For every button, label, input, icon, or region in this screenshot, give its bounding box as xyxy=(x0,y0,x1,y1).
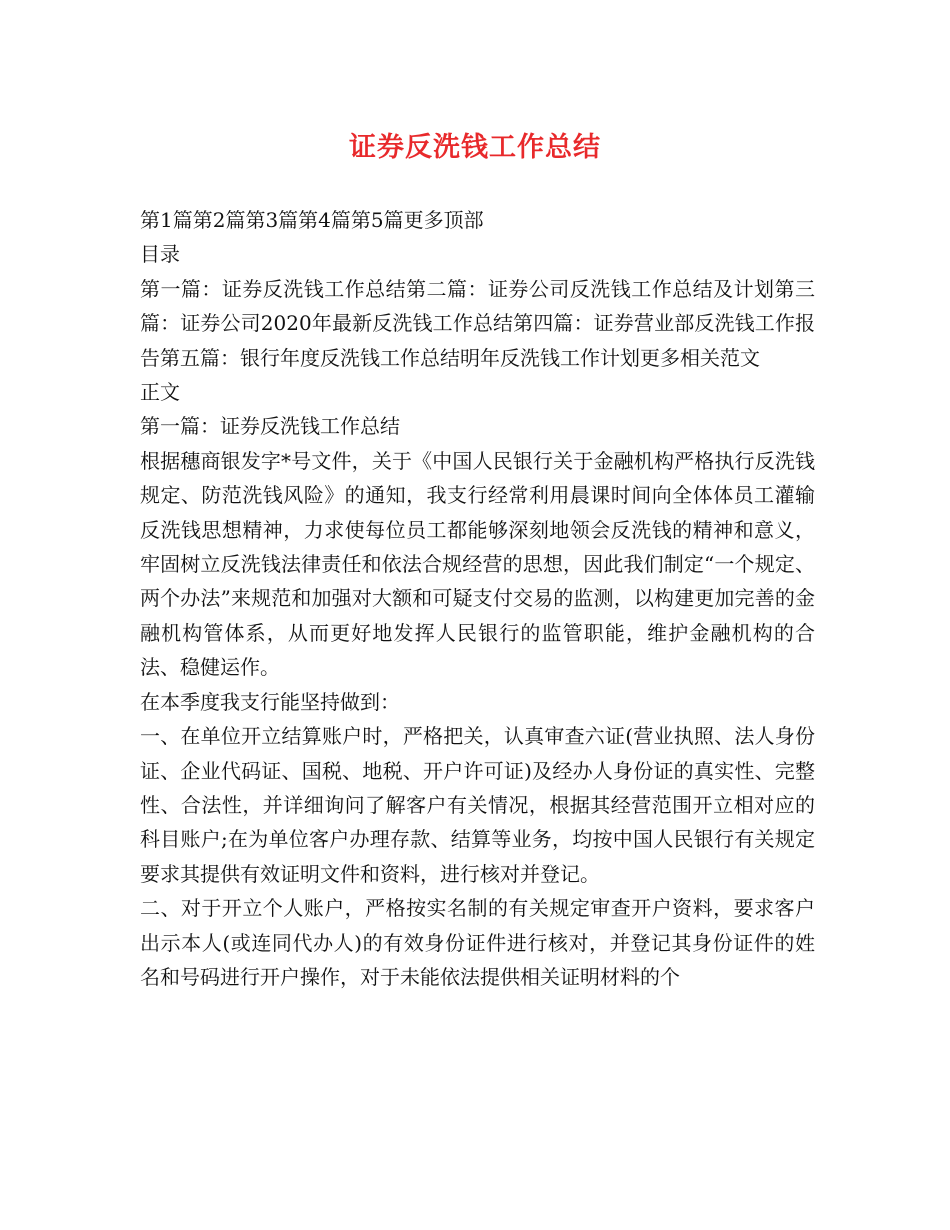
document-body xyxy=(140,203,815,994)
toc-heading: 目录 xyxy=(140,242,180,267)
paragraph: 根据穗商银发字*号文件，关于《中国人民银行关于金融机构严格执行反洗钱规定、防范洗钱风险》的通知，我支行经常利用晨课时间向全体体员工灌输反洗钱思想精神，力求使每位员工都能够深刻地领会反洗钱的精神和意义，牢固树立反洗钱法律责任和依法合规经营的思想，因此我们制定“一个规定、两个办法”来规范和加强对大额和可疑支付交易的监测，以构建更加完善的金融机构管体系，从而更好地发挥人民银行的监管职能，维护金融机构的合法、稳健运作。 xyxy=(140,448,815,680)
paragraph: 在本季度我支行能坚持做到： xyxy=(140,689,400,714)
section-heading: 第一篇：证券反洗钱工作总结 xyxy=(140,414,400,439)
nav-links[interactable]: 第1篇第2篇第3篇第4篇第5篇更多顶部 xyxy=(140,208,484,232)
toc-text: 第一篇：证券反洗钱工作总结第二篇：证券公司反洗钱工作总结及计划第三篇：证券公司2020年最新反洗钱工作总结第四篇：证券营业部反洗钱工作报告第五篇：银行年度反洗钱工作总结明年反洗钱工作计划更多相关范文 xyxy=(140,276,815,370)
paragraph: 二、对于开立个人账户，严格按实名制的有关规定审查开户资料，要求客户出示本人(或连同代办人)的有效身份证件进行核对，并登记其身份证件的姓名和号码进行开户操作，对于未能依法提供相关证明材料的个 xyxy=(140,896,815,989)
paragraph: 一、在单位开立结算账户时，严格把关，认真审查六证(营业执照、法人身份证、企业代码证、国税、地税、开户许可证)及经办人身份证的真实性、完整性、合法性，并详细询问了解客户有关情况，根据其经营范围开立相对应的科目账户;在为单位客户办理存款、结算等业务，均按中国人民银行有关规定要求其提供有效证明文件和资料，进行核对并登记。 xyxy=(140,724,815,886)
document-title: 证券反洗钱工作总结 xyxy=(349,132,601,163)
body-heading: 正文 xyxy=(140,380,180,405)
